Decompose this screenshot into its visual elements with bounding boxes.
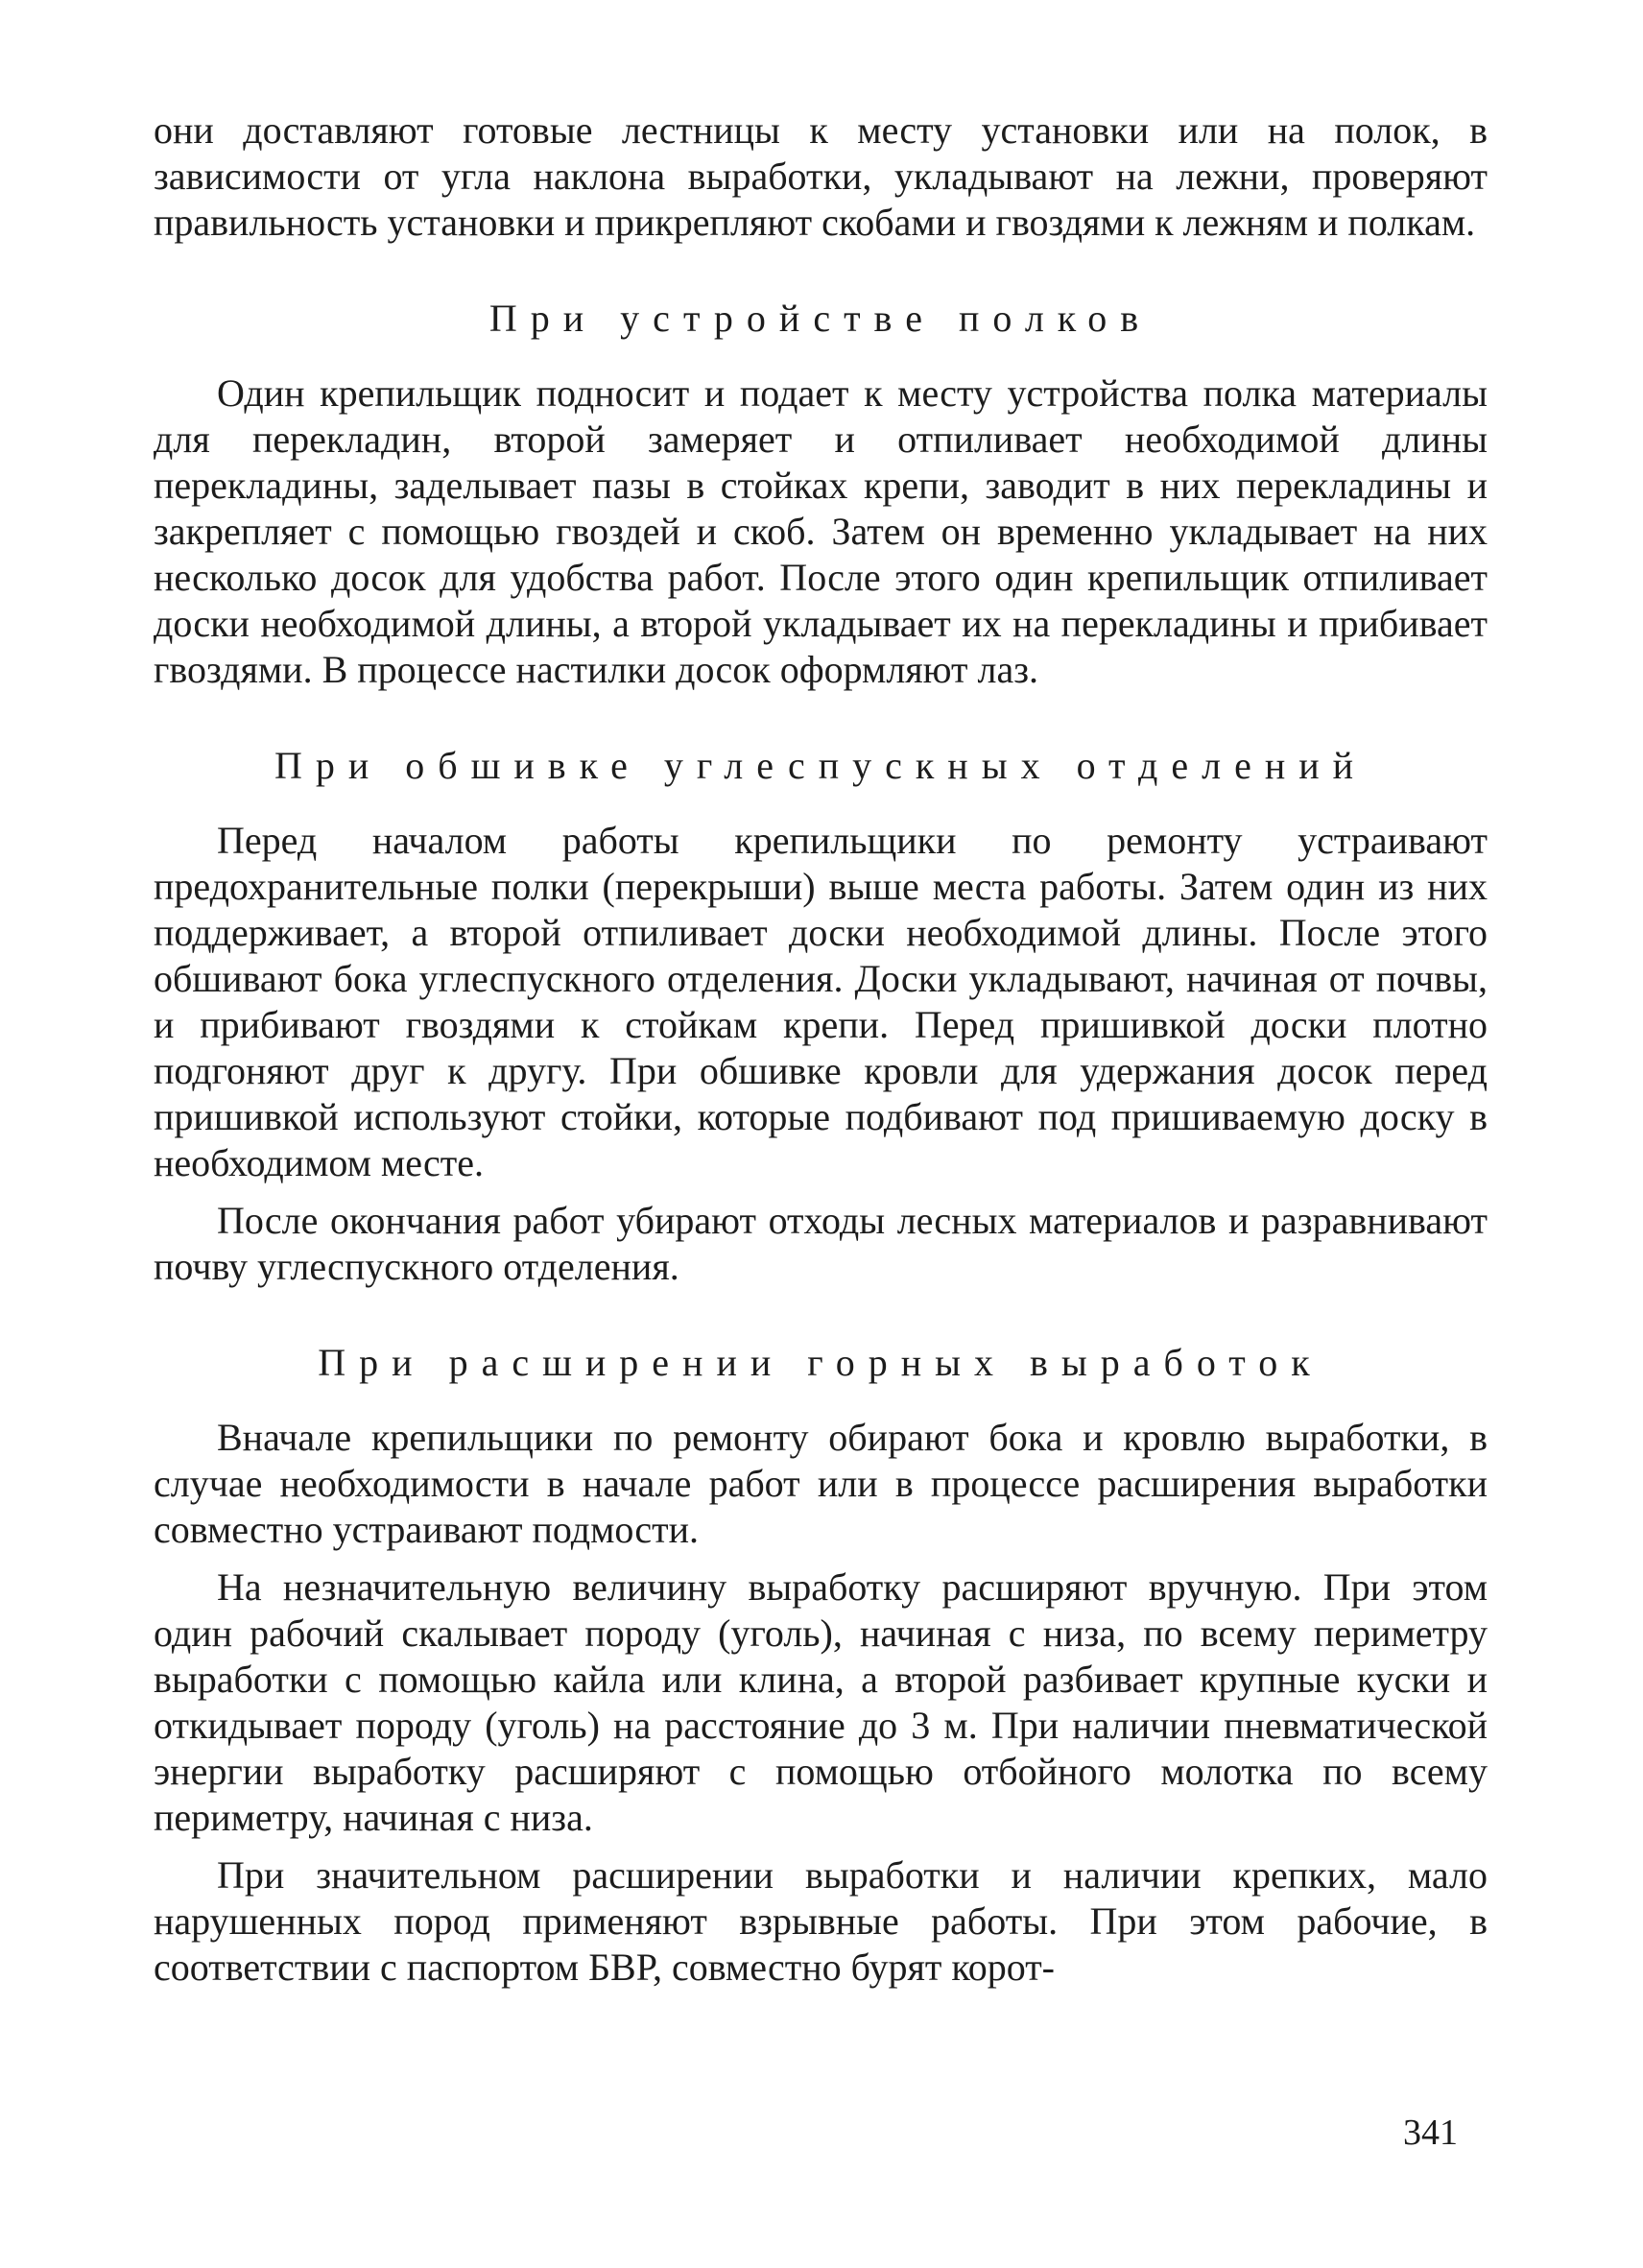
section-heading-lining: При обшивке углеспускных отделений: [274, 744, 1368, 787]
section-heading-widening: При расширении горных выработок: [318, 1341, 1323, 1384]
page-number: 341: [1403, 2113, 1458, 2153]
paragraph-widening-2: На незначительную величину выработку расширяют вручную. При этом один рабочий скалывает породу (уголь), начиная с низа, по всему периметру выработки с помощью кайла или клина, а второй разбивает крупные куски и откидывает породу (уголь) на расстояние до 3 м. При наличии пневматической энергии выработку расширяют с помощью отбойного молотка по всему периметру, начиная с низа.: [154, 1565, 1488, 1839]
section-heading-shelves: При устройстве полков: [488, 297, 1153, 340]
paragraph-lining-1: Перед началом работы крепильщики по ремонту устраивают предохранительные полки (перекрыши) выше места работы. Затем один из них поддерживает, а второй отпиливает доски необходимой длины. После этого обшивают бока углеспускного отделения. Доски укладывают, начиная от почвы, и прибивают гвоздями к стойкам крепи. Перед пришивкой доски плотно подгоняют друг к другу. При обшивке кровли для удержания досок перед пришивкой используют стойки, которые подбивают под пришиваемую доску в необходимом месте.: [154, 819, 1488, 1184]
paragraph-lining-2: После окончания работ убирают отходы лесных материалов и разравнивают почву углеспускного отделения.: [154, 1199, 1488, 1288]
paragraph-widening-1: Вначале крепильщики по ремонту обирают бока и кровлю выработки, в случае необходимости в начале работ или в процессе расширения выработки совместно устраивают подмости.: [154, 1416, 1488, 1551]
page-body: [154, 107, 1488, 1991]
paragraph-widening-3: При значительном расширении выработки и наличии крепких, мало нарушенных пород применяют взрывные работы. При этом рабочие, в соответствии с паспортом БВР, совместно бурят корот-: [154, 1853, 1488, 1989]
paragraph-intro: они доставляют готовые лестницы к месту установки или на полок, в зависимости от угла наклона выработки, укладывают на лежни, проверяют правильность установки и прикрепляют скобами и гвоздями к лежням и полкам.: [154, 108, 1488, 244]
paragraph-shelves-1: Один крепильщик подносит и подает к месту устройства полка материалы для перекладин, второй замеряет и отпиливает необходимой длины перекладины, заделывает пазы в стойках крепи, заводит в них перекладины и закрепляет с помощью гвоздей и скоб. Затем он временно укладывает на них несколько досок для удобства работ. После этого один крепильщик отпиливает доски необходимой длины, а второй укладывает их на перекладины и прибивает гвоздями. В процессе настилки досок оформляют лаз.: [154, 371, 1488, 691]
